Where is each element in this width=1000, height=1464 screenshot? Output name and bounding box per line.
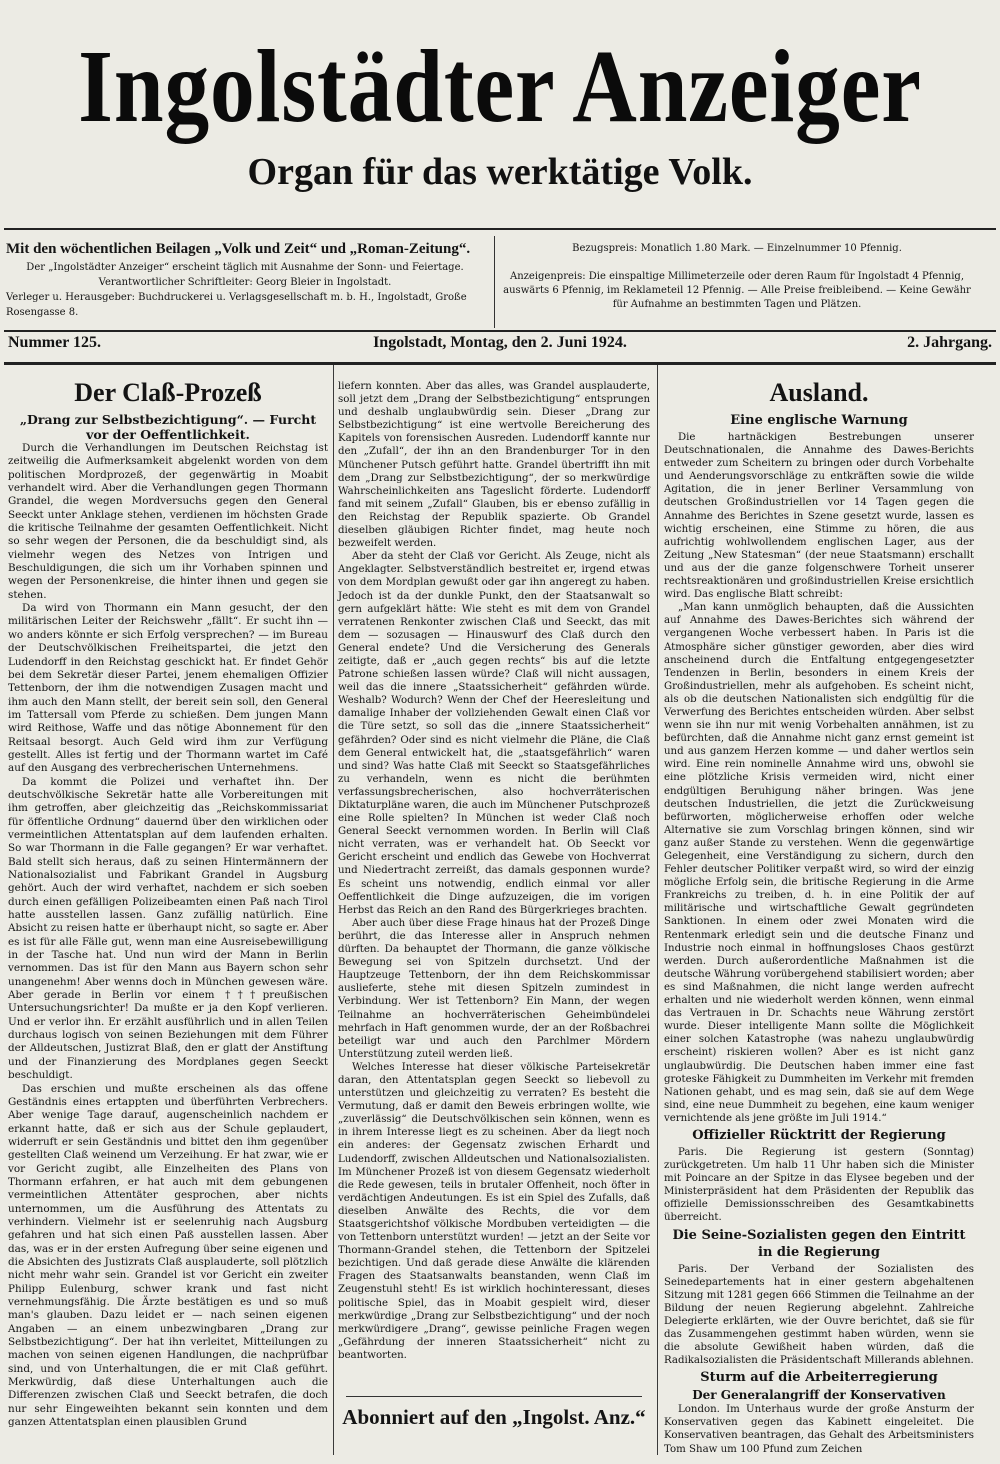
article-paragraph: liefern konnten. Aber das alles, was Grandel ausplauderte, soll jetzt dem „Drang der Selbstbezichtigung“ entsprungen und deshalb unglaubwürdig sein. Dieser „Drang zur Selbstbezichtigung“ ist eine wertvolle Bereicherung des Kapitels von forensischen Ausreden. Ludendorff kannte nur den „Zufall“, der ihn an den Brandenburger Tor in den Münchener Putsch geführt hatte. Grandel übertrifft ihn mit dem „Drang zur Selbstbezichtigung“, der so merkwürdige Wahrscheinlichkeiten ans Tageslicht förderte. Ludendorff fand mit seinem „Zufall“ Glauben, bis er ebenso zufällig in den Reichstag der Republik spazierte. Ob Grandel dieselben gläubigen Richter findet, mag heute noch bezweifelt werden. (338, 381, 650, 550)
column-divider (657, 365, 658, 1455)
article-continuation (338, 380, 650, 1362)
publisher-line: Verleger u. Herausgeber: Buchdruckerei u. Verlagsgesellschaft m. b. H., Ingolstadt, Große Rosengasse 8. (6, 292, 467, 318)
subscription-notice: Abonniert auf den „Ingolst. Anz.“ (342, 1405, 646, 1429)
article-headline: Der Claß-Prozeß (74, 378, 262, 407)
article-paragraph: Da wird von Thormann ein Mann gesucht, der den militärischen Leiter der Reichswehr „fällt“. Er sucht ihn — wo anders könnte er sich Erfolg versprechen? — im Bureau der Deutschvölkischen Freiheitspartei, die jetzt den Ludendorff in den Reichstag geschickt hat. Er findet Gehör bei dem Sekretär dieser Partei, jenem ehemaligen Offizier Tettenborn, der ihm die notwendigen Zusagen macht und ihm auch den Mann stellt, der bereit sein soll, den General im Tattersall vom Pferde zu schießen. Dem jungen Mann wird Reithose, Waffe und das nötige Abonnement für den Reitsaal besorgt. Auch Geld wird ihm zur Verfügung gestellt. Alles ist fertig und der Thormann wartet im Café auf den Ausgang des verbrecherischen Unternehmens. (8, 602, 328, 775)
article-class-prozess (8, 378, 328, 1429)
pricing-info (502, 242, 972, 312)
article-paragraph: London. Im Unterhaus wurde der große Ansturm der Konservativen gegen das Kabinett eingeleitet. Die Konservativen beantragen, das Gehalt des Arbeitsministers Tom Shaw um 100 Pfund zum Zeichen (664, 1404, 974, 1455)
article-paragraph: Paris. Die Regierung ist gestern (Sonntag) zurückgetreten. Um halb 11 Uhr haben sich die Minister mit Poincare an der Spitze in das Elysee begeben und der Ministerpräsident hat dem Präsidenten der Republik das offizielle Demissionsschreiben des Gesamtkabinetts überreicht. (664, 1146, 974, 1224)
publication-info (6, 238, 484, 320)
article-paragraph: Paris. Der Verband der Sozialisten des Seinedepartements hat in einer gestern abgehaltenen Sitzung mit 1281 gegen 666 Stimmen die Teilnahme an der Bildung der neuen Regierung abgelehnt. Zahlreiche Delegierte erklärten, wie der Ouvre berichtet, daß sie für das Zusammengehen gestimmt haben würden, wenn sie die absolute Gewißheit haben würden, daß die Radikalsozialisten die Präsidentschaft Millerands ablehnen. (664, 1263, 974, 1367)
article-paragraph: Durch die Verhandlungen im Deutschen Reichstag ist zeitweilig die Aufmerksamkeit abgelenkt worden von dem politischen Mordprozeß, der gegenwärtig in Moabit verhandelt wird. Aber die Verhandlungen gegen Thormann Grandel, die wegen Mordversuchs gegen den General Seeckt unter Anklage stehen, verdienen im höchsten Grade die kritische Teilnahme der gesamten Oeffentlichkeit. Nicht so sehr wegen der Personen, die da beschuldigt sind, als vielmehr wegen des Netzes von Intrigen und Beschuldigungen, die sich um ihr Vorhaben spinnen und wegen der Personenkreise, die hinter ihnen und gegen sie stehen. (8, 442, 328, 601)
column-divider (333, 365, 334, 1455)
article-paragraph: „Man kann unmöglich behaupten, daß die Aussichten auf Annahme des Dawes-Berichtes sich während der vergangenen Woche verbessert haben. In Paris ist die Atmosphäre sicher günstiger geworden, aber dies wird anscheinend durch die Entfaltung entgegengesetzter Tendenzen in Berlin, besonders in einem Kreis der Großindustriellen, mehr als aufgehoben. Es scheint nicht, als ob die deutschen Nationalisten sich endgültig für die Verwerfung des Berichtes entscheiden würden. Aber selbst wenn sie ihn nur mit wenig Vorbehalten annähmen, ist zu befürchten, daß die Annahme nicht ganz ernst gemeint ist und aus ganzem Herzen komme — und daher wertlos sein wird. Eine rein nominelle Annahme wird uns, obwohl sie eine plötzliche Krisis vermeiden wird, nicht einer endgültigen Beruhigung näher bringen. Was jene deutschen Industriellen, die jetzt die Zurückweisung befürworten, möglicherweise erhoffen oder welche Alternative sie zum Vorschlag bringen können, sind wir ganz außer Stande zu verstehen. Wenn die gegenwärtige Gelegenheit, eine Verständigung zu sichern, durch den Fehler deutscher Politiker verpaßt wird, so wird der einzig mögliche Erfolg sein, die britische Regierung in die Arme Frankreichs zu treiben, d. h. in eine Politik der auf militärische und wirtschaftliche Gewalt gegründeten Sanktionen. In einem oder zwei Monaten wird die Rentenmark erledigt sein und die deutsche Finanz und Industrie noch einmal in hoffnungsloses Chaos gestürzt werden. Durch außerordentliche Maßnahmen ist die deutsche Währung vorübergehend stabilisiert worden; aber es sind Maßnahmen, die nicht lange werden aufrecht erhalten und nie wiederholt werden können, wenn einmal das Vertrauen in Dr. Schachts neue Währung zerstört wurde. Dieser intelligente Mann sollte die Möglichkeit einer solchen Katastrophe (was nahezu unglaubwürdig erscheint) riskieren wollen? Aber es ist nicht ganz unglaubwürdig. Die Deutschen haben immer eine fast groteske Fähigkeit zu Dummheiten im Verkehr mit fremden Nationen gehabt, und es mag sein, daß sie auf dem Wege sind, eine neue Dummheit zu begehen, eine kaum weniger vernichtende als jene größte im Juli 1914.“ (664, 602, 974, 1124)
frequency-line: Der „Ingolstädter Anzeiger“ erscheint täglich mit Ausnahme der Sonn- und Feiertage. (26, 262, 464, 273)
article-subheadline: Der Generalangriff der Konservativen (692, 1388, 946, 1403)
article-paragraph: Welches Interesse hat dieser völkische Parteisekretär daran, den Attentatsplan gegen Seeckt so liebevoll zu unterstützen und gleichzeitig zu verraten? Es besteht die Vermutung, daß er damit den Beweis erbringen wollte, wie „zuverlässig“ die Deutschvölkischen sein können, wenn es in ihrem Interesse liegt es zu scheinen. Aber da liegt noch ein anderes: der Gegensatz zwischen Erhardt und Ludendorff, zwischen Alldeutschen und Nationalsozialisten. Im Münchener Prozeß ist von diesem Gegensatz wiederholt die Rede gewesen, teils in brutaler Offenheit, noch öfter in verdächtigen Andeutungen. Es ist ein Spiel des Zufalls, daß dieselben Anwälte des Rechts, die vor dem Staatsgerichtshof völkische Mordbuben verteidigten — die von Tettenborn unterstützt wurden! — jetzt an der Seite vor Thormann-Grandel stehen, die Tettenborn der Spitzelei bezichtigen. Und daß gerade diese Anwälte die klärenden Fragen des Staatsanwalts beanstanden, wenn Claß im Zeugenstuhl steht! Es ist wirklich hochinteressant, dieses politische Spiel, das in Moabit gespielt wird, dieser merkwürdige „Drang zur Selbstbezichtigung“ und der noch merkwürdigere „Drang“, gewisse peinliche Fragen wegen „Gefährdung der inneren Staatssicherheit“ nicht zu beantworten. (338, 1061, 650, 1361)
info-divider (494, 236, 495, 328)
article-subheadline: „Drang zur Selbstbezichtigung“. — Furcht vor der Oeffentlichkeit. (19, 412, 317, 442)
newspaper-subtitle: Organ für das werktätige Volk. (247, 151, 753, 193)
article-paragraph: Aber auch über diese Frage hinaus hat der Prozeß Dinge berührt, die das Interesse aller in Anspruch nehmen dürften. Da behauptet der Thormann, die ganze völkische Bewegung sei von Spitzeln durchsetzt. Und der Hauptzeuge Tettenborn, der ihn dem Reichskommissar auslieferte, stehe mit diesen Spitzeln zumindest in Verbindung. Wer ist Tettenborn? Ein Mann, der wegen Teilnahme an hochverräterischen Geheimbündelei mehrfach in Haft genommen wurde, der an der Roßbachrei beteiligt war und auch den Parchlmer Mördern Unterstützung zuteil werden ließ. (338, 917, 650, 1060)
issue-number: Nummer 125. (8, 334, 102, 351)
editor-line: Verantwortlicher Schriftleiter: Georg Bleier in Ingolstadt. (98, 277, 392, 288)
dateline-top-rule (4, 330, 996, 332)
article-headline: Sturm auf die Arbeiterregierung (700, 1370, 938, 1386)
article-headline: Offizieller Rücktritt der Regierung (692, 1127, 946, 1143)
article-paragraph: Die hartnäckigen Bestrebungen unserer Deutschnationalen, die Annahme des Dawes-Berichts entweder zum Scheitern zu bringen oder durch Vorbehalte und Aenderungsvorschläge zu entkräften sowie die wilde Agitation, die in jener Berliner Versammlung von deutschen Großindustriellen vor 14 Tagen gegen die Annahme des Berichtes in Szene gesetzt wurde, lassen es wichtig erscheinen, eine Stimme zu hören, die aus aufrichtig wohlwollendem englischen Lager, aus der Zeitung „New Statesman“ (der neue Staatsmann) erschallt und aus der die ganze folgenschwere Torheit unserer rechtsreaktionären und großindustriellen Kreise ersichtlich wird. Das englische Blatt schreibt: (664, 432, 974, 601)
foreign-news-section (664, 378, 974, 1456)
dateline-bottom-rule (4, 362, 996, 365)
place-date: Ingolstadt, Montag, den 2. Juni 1924. (373, 334, 627, 351)
volume-year: 2. Jahrgang. (907, 334, 992, 351)
ad-price: Anzeigenpreis: Die einspaltige Millimeterzeile oder deren Raum für Ingolstadt 4 Pfennig, auswärts 6 Pfennig, im Reklameteil 12 Pfennig. — Alle Preise freibleibend. — Keine Gewähr für Aufnahme an bestimmten Tagen und Plätzen. (503, 271, 971, 310)
article-headline: Die Seine-Sozialisten gegen den Eintritt in die Regierung (672, 1227, 966, 1260)
masthead (0, 28, 1000, 192)
article-headline: Eine englische Warnung (730, 413, 908, 428)
newspaper-title: Ingolstädter Anzeiger (78, 29, 922, 144)
dateline (8, 334, 992, 358)
supplements-line: Mit den wöchentlichen Beilagen „Volk und Zeit“ und „Roman-Zeitung“. (6, 241, 471, 257)
subscription-price: Bezugspreis: Monatlich 1.80 Mark. — Einzelnummer 10 Pfennig. (572, 243, 902, 254)
article-paragraph: Das erschien und mußte erscheinen als das offene Geständnis eines ertappten und überführten Verbrechers. Aber wenige Tage darauf, augenscheinlich nachdem er erkannt hatte, daß er sich aus der Schule geplaudert, widerruft er sein Geständnis und bittet den ihm gegenüber gestellten Claß weinend um Verzeihung. Er hat zwar, wie er vor Gericht zugibt, alle Einzelheiten des Plans von Thormann erfahren, er hat auch mit dem gebungenen vermeintlichen Attentäter gesprochen, aber nichts unternommen, um die Ausführung des Attentats zu verhindern. Vielmehr ist er seelenruhig nach Augsburg gefahren und hat sich einen Paß ausstellen lassen. Aber das, was er in der ersten Aufregung über seine eigenen und die Absichten des Justizrats Claß ausplauderte, soll plötzlich nicht mehr wahr sein. Grandel ist vor Gericht ein zweiter Philipp Eulenburg, schwer krank und fast nicht vernehmungsfähig. Die Ärzte bestätigen es und so muß man's glauben. Dazu leidet er — nach seinen eigenen Angaben — an einem unbezwingbaren „Drang zur Selbstbezichtigung“. Der hat ihn verleitet, Mitteilungen zu machen von seinen eigenen Handlungen, die nachprüfbar sind, und von Unterhaltungen, die er mit Claß geführt. Merkwürdig, daß diese Unterhaltungen auch die Differenzen zwischen Claß und Seeckt betrafen, die doch nur sehr Eingeweihten bekannt sein konnten und dem ganzen Attentatsplan einen plausiblen Grund (8, 1082, 328, 1429)
article-paragraph: Aber da steht der Claß vor Gericht. Als Zeuge, nicht als Angeklagter. Selbstverständlich bestreitet er, irgend etwas von dem Mordplan gewußt oder gar ihn angeregt zu haben. Jedoch ist da der dunkle Punkt, den der Staatsanwalt so gern aufgeklärt hätte: Wie steht es mit dem von Grandel verratenen Renkonter zwischen Claß und Seeckt, das mit dem — sozusagen — Hinauswurf des Claß durch den General endete? Und die Versicherung des Generals zeitigte, daß er „auch gegen rechts“ bis auf die letzte Patrone schießen lassen würde? Claß will nicht aussagen, weil das die innere „Staatssicherheit“ gefährden würde. Weshalb? Wodurch? Wenn der Chef der Heeresleitung und damalige Inhaber der vollziehenden Gewalt einen Claß vor die Türe setzt, so soll das die „innere Staatssicherheit“ gefährden? Oder sind es nicht vielmehr die Pläne, die Claß dem General entwickelt hat, die „staatsgefährlich“ waren und sind? Was hatte Claß mit Seeckt so Staatsgefährliches zu verhandeln, wenn es nicht die berühmten verfassungsbrecherischen, also hochverräterischen Diktaturpläne waren, die auch im Münchener Putschprozeß eine Rolle spielten? In München ist weder Claß noch General Seeckt vernommen worden. In Berlin will Claß nicht verraten, was er verhandelt hat. Ob Seeckt vor Gericht erscheint und endlich das Gewebe von Hochverrat und Niedertracht zerreißt, das damals gesponnen wurde? Es scheint uns notwendig, endlich einmal vor aller Oeffentlichkeit die Dinge aufzuzeigen, die im vorigen Herbst das Reich an den Rand des Bürgerkrieges brachten. (338, 551, 650, 916)
article-paragraph: Da kommt die Polizei und verhaftet ihn. Der deutschvölkische Sekretär hatte alle Vorbereitungen mit ihm getroffen, aber gleichzeitig das „Reichskommissariat für öffentliche Ordnung“ dauernd über den wirklichen oder vermeintlichen Attentatsplan auf dem laufenden erhalten. So war Thormann in die Falle gegangen? Er war verhaftet. Bald stellt sich heraus, daß zu seinen Hintermännern der Nationalsozialist und Fabrikant Grandel in Augsburg gehört. Auch der wird verhaftet, nachdem er sich soeben durch einen gefälligen Polizeibeamten einen Paß nach Tirol hatte ausstellen lassen. Ganz zufällig natürlich. Eine Absicht zu reisen hatte er überhaupt nicht, so sagte er. Aber es ist für alle Fälle gut, wenn man eine Ausreisebewilligung in der Tasche hat. Und nun wird der Mann in Berlin vernommen. Das ist für den Mann aus Bayern schon sehr unangenehm! Aber wenns doch in München gewesen wäre. Aber gerade in Berlin vor einem †††preußischen Untersuchungsrichter! Da mußte er ja den Kopf verlieren. Und er verlor ihn. Er erzählt ausführlich und in allen Teilen durchaus logisch von seinen Beziehungen mit dem Führer der Alldeutschen, Justizrat Blaß, den er glatt der Anstiftung und der Finanzierung des Mordplanes gegen Seeckt beschuldigt. (8, 775, 328, 1082)
masthead-rule (4, 228, 996, 230)
subscription-rule (346, 1396, 642, 1397)
section-headline: Ausland. (769, 378, 869, 407)
